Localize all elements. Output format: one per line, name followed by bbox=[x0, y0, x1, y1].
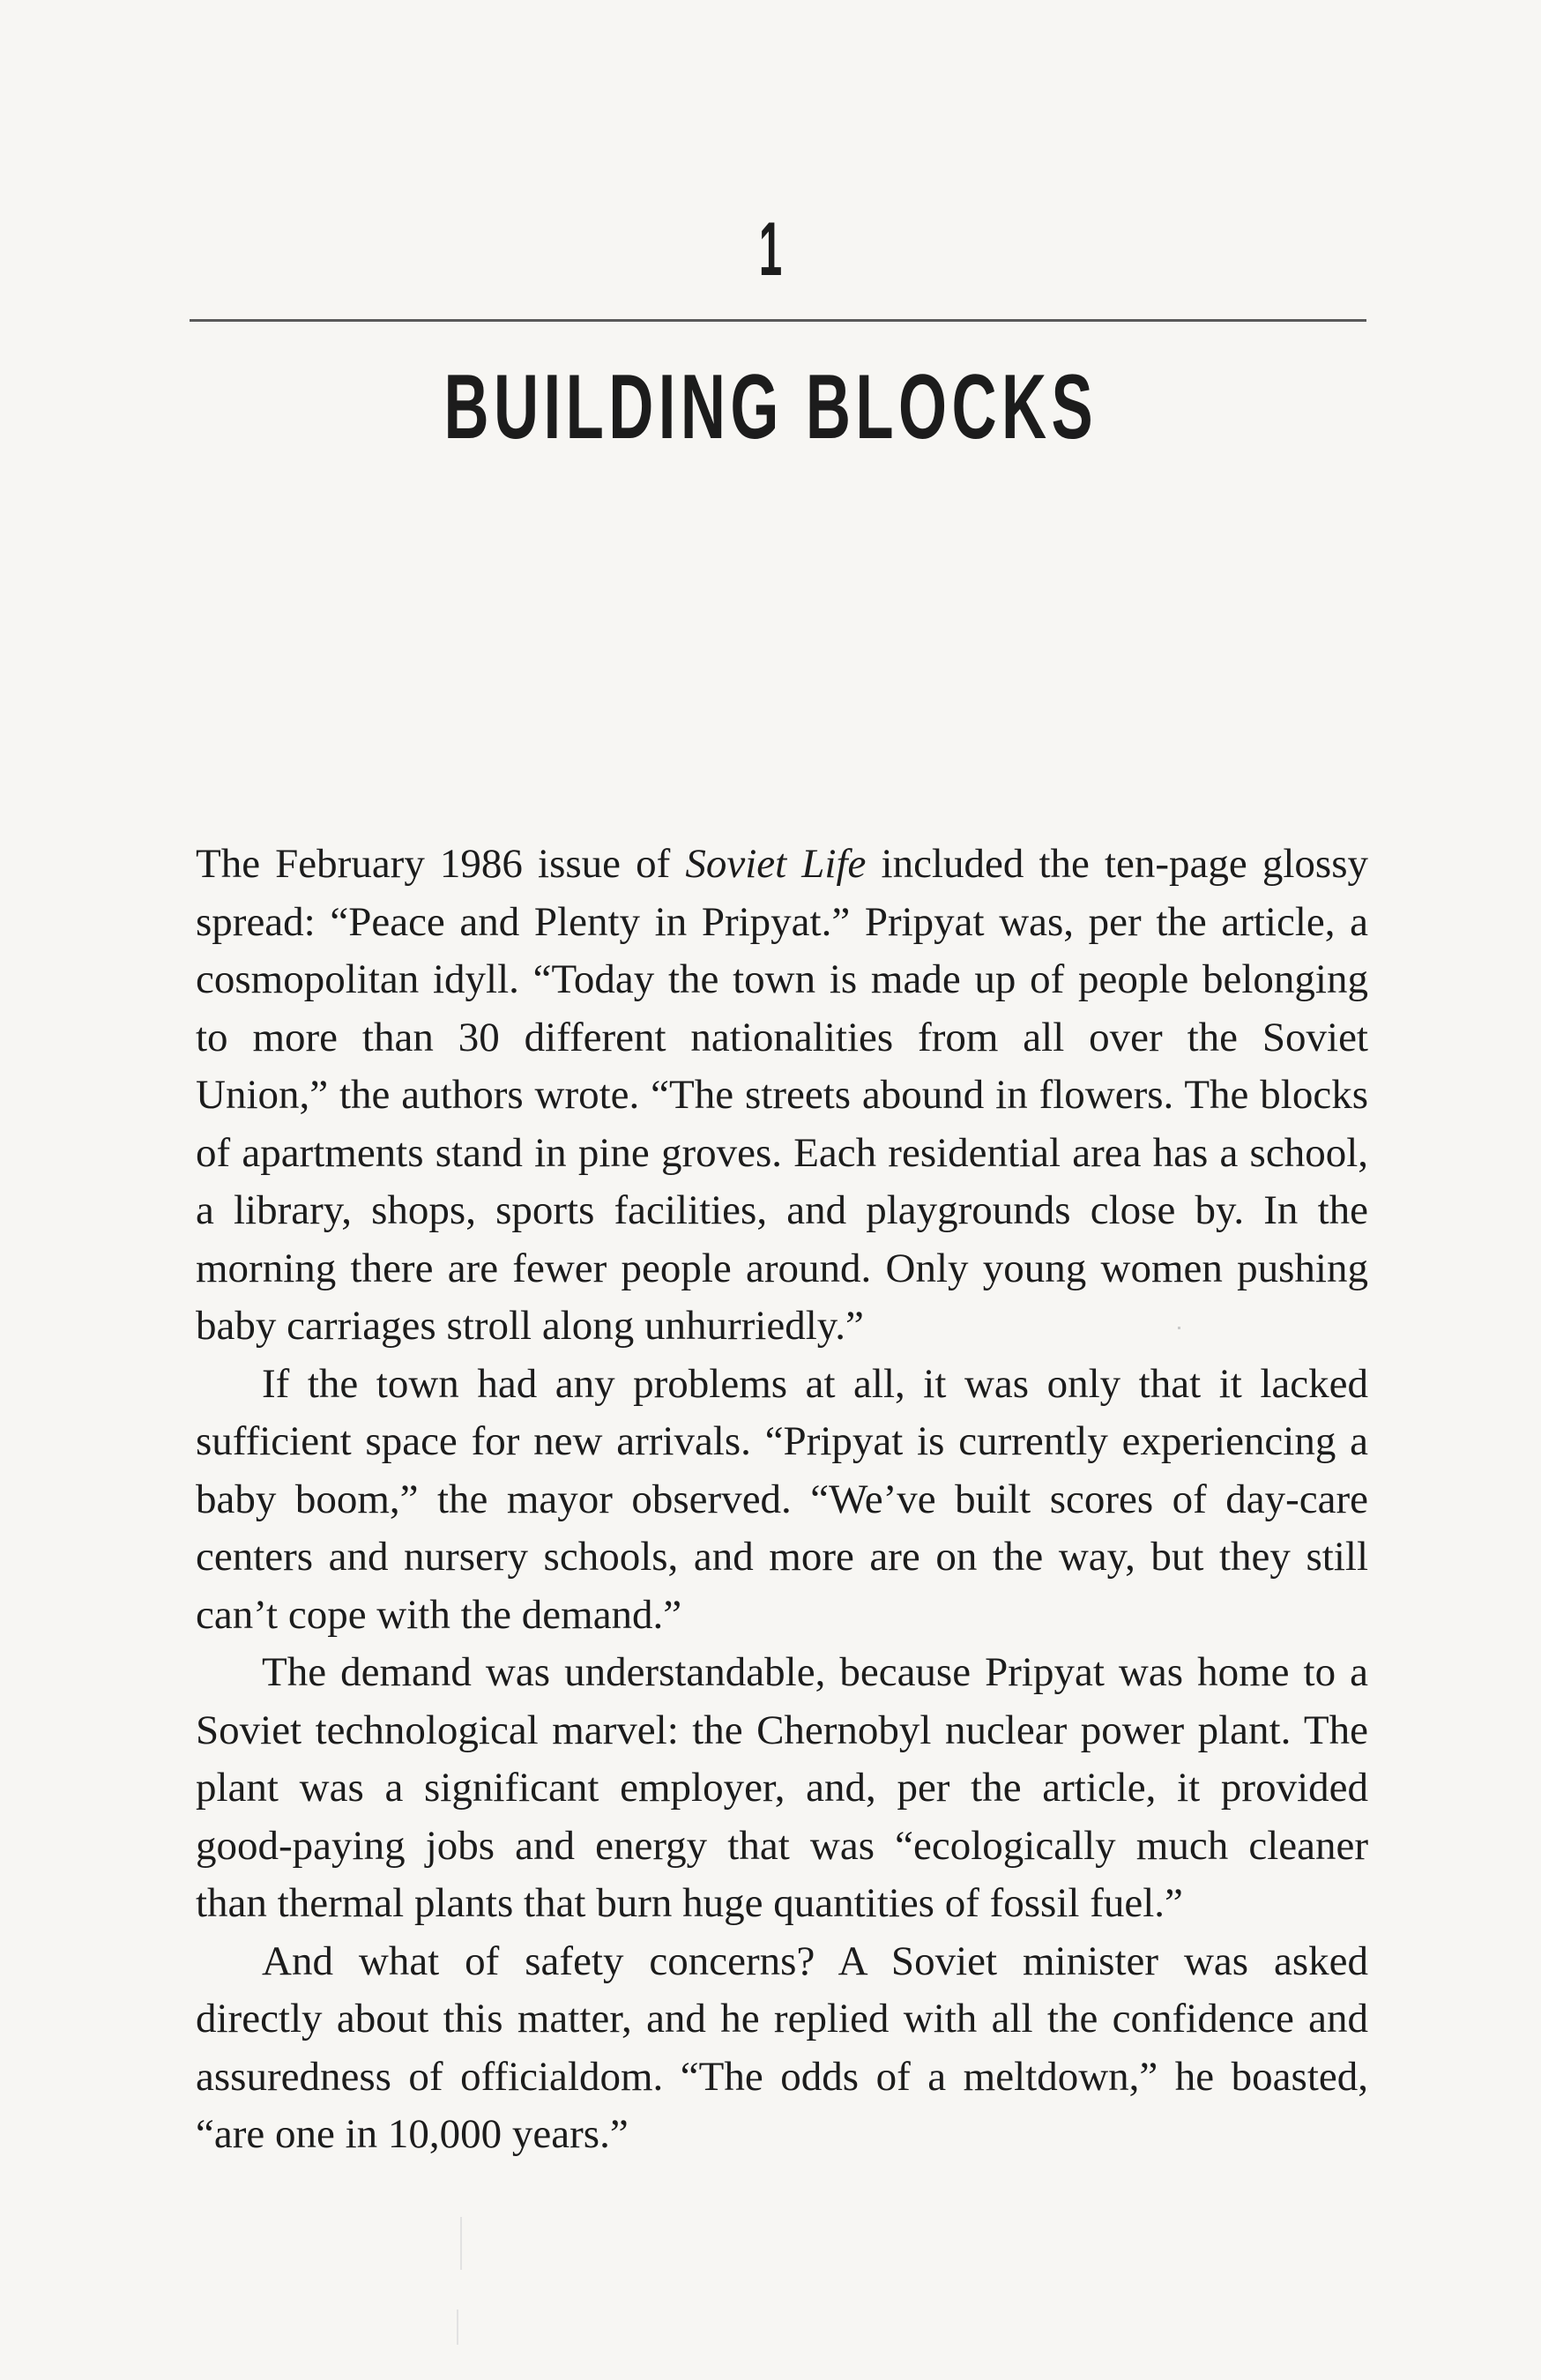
body-text bbox=[196, 836, 1368, 2164]
paragraph-4: And what of safety concerns? A Soviet minister was asked directly about this matter, and he replied with all the confidence and assuredness of officialdom. “The odds of a meltdown,” he boasted, “are one in 10,000 years.” bbox=[196, 1937, 1368, 2157]
chapter-title bbox=[0, 356, 1541, 458]
paragraph-2: If the town had any problems at all, it was only that it lacked sufficient space for new arrivals. “Pripyat is currently experiencing a baby boom,” the mayor observed. “We’ve built scores of day-care centers and nursery schools, and more are on the way, but they still can’t cope with the demand.” bbox=[196, 1360, 1368, 1638]
scan-speck bbox=[460, 2217, 462, 2270]
paragraph-1 bbox=[196, 836, 1368, 1356]
chapter-rule bbox=[190, 319, 1366, 322]
scan-speck bbox=[457, 2309, 458, 2345]
paragraph-1-before: The February 1986 issue of bbox=[196, 841, 686, 887]
scan-speck bbox=[1178, 1327, 1180, 1329]
paragraph-3: The demand was understandable, because Pripyat was home to a Soviet technological marvel: the Chernobyl nuclear power plant. The plant was a significant employer, and, per the article, it provided good-paying jobs and energy that was “ecologically much cleaner than thermal plants that burn huge quantities of fossil fuel.” bbox=[196, 1649, 1368, 1926]
paragraph-1-after: included the ten-page glossy spread: “Peace and Plenty in Pripyat.” Pripyat was, per the article, a cosmopolitan idyll. “Today the town is made up of people belonging to more than 30 different nationalities from all over the Soviet Union,” the authors wrote. “The streets abound in flowers. The blocks of apartments stand in pine groves. Each residential area has a school, a library, shops, sports facilities, and playgrounds close by. In the morning there are fewer people around. Only young women pushing baby carriages stroll along unhurriedly.” bbox=[196, 841, 1368, 1349]
chapter-title-text: BUILDING BLOCKS bbox=[443, 356, 1098, 458]
magazine-title: Soviet Life bbox=[685, 841, 867, 887]
chapter-number: 1 bbox=[758, 207, 783, 292]
